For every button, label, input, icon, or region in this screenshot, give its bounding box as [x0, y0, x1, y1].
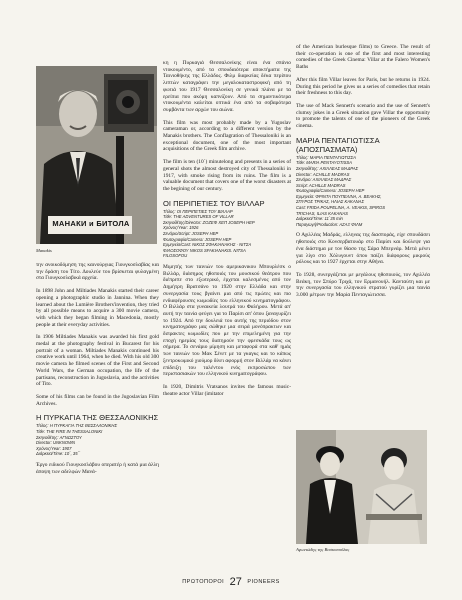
credit-line: Χρόνος/Year: 1907: [36, 445, 72, 451]
film-still-photo: [296, 430, 427, 544]
credit-line: Φωτογραφία/Camera: JOSEPH HEP: [163, 236, 232, 242]
credit-line: Σκηνοθέτης: ΑΓΝΩΣΤΟΥ: [36, 434, 82, 440]
credit-line: Director: UNKNOWN: [36, 440, 76, 446]
col2-paragraph-1: κη η Πυρκαγιά Θεσσαλονίκης είναι ένα σπάνιο ντοκουμέντο, από τα σπουδαιότερα αποκτήματα της Ταινιοθήκης της Ελλάδος. Φιλμ διαρκείας δέκα περίπου λεπτών καταγράφει την μεγαλοκαταστροφική από τη φωτιά του 1917 Θεσσαλονίκη σε γενικά πλάνα με τα ερείπια που ακόμη καπνίζουν. Από τα σημαντικότερα ντοκουμέντα καλείται οπτικά ένα από τα σοβαρότερα συμβάντα των αρχών του αιώνα.: [163, 60, 291, 113]
manakis-photo-image: [36, 66, 157, 244]
col3-paragraph-4: Ο Αχιλλέας Μαδράς, ελληνας της διασποράς, είχε σπουδάσει ηθοποιός στο Κονσερβατουάρ στο Παρίσι και δούλεψε για ένα διάστημα με τον θίασο της Σάρα Μπερνάρ. Μετά μένει για λίγο στο Χόλυγουντ όπου παίζει διάφορους μικρούς ρόλους και το 1927 έρχεται στην Αθήνα.: [296, 232, 430, 266]
col2-paragraph-2: This film was most probably made by a Yugoslav cameraman or, according to a different version by the Manakis brothers. The Conflagration of Thessaloniki is an exceptional document, one of the most important acquisitions of the Greek film archive.: [163, 119, 291, 153]
credit-line: Διάρκεια/Time: 10΄, 35΄΄: [36, 451, 81, 457]
footer-label-english: PIONEERS: [247, 578, 280, 585]
credit-line: Title: THE FIRE IN THESSALONIKI: [36, 428, 103, 434]
column-3: [296, 44, 430, 305]
credit-line: Τίτλος: ΟΙ ΠΕΡΙΠΕΤΙΕΣ ΤΟΥ ΒΙΛΛΑΡ: [163, 208, 233, 214]
credit-line: ΣΠΥΡΟΣ ΤΡΙΚΑΣ, ΗΛΙΑΣ ΚΑΚΑΝΑΣ: [296, 199, 364, 205]
col2-paragraph-4: Μιμητής των ταινιών του αμερικανικου Μπουρλέσκ ο Βιλλάρ, διάσημος ηθοποιός του μουσικού θεάτρου που διέπρεπε στο εξωτερικό, έρχεται καλεσμένος από τον Δημήτρη Βρατσάνο το 1920 στην Ελλάδα και στην συνεργασία τους βγαίνει μια από τις πρώτες και πιο ενδιαφέρουσες κωμωδίες του ελληνικού κινηματογράφου. Ο Βιλλάρ στα γυναικεία λουτρά του Φαλήρου. Μετά απ' αυτή την ταινία φεύγει για το Παρίσι απ' όπου ξαναγυρίζει το 1924. Από την δουλειά του αυτής της περιόδου στον κινηματογράφο μας σώθηκε μια σειρά μονόπρακτων και διπρακτες κωμωδίες που με την επιμελημένη για την εποχή ηρεμίας τους διατηρούν την φρεσκάδα τους ως σήμερα. Το σενάριο μίμηση και μεταφορά στα καθ' ημάς των ταινιών του Μακ Σένετ με τα γκαγκς και το κάπως ξεντροκωμικό χιούμορ δίνει αφορμή στον Βιλλάρ να κάνει επίδειξη του ταλέντου ενός εκπροσώπου των περιστασιακών του ελληνικού κινηματογράφου.: [163, 264, 291, 378]
col1-paragraph-4: Some of his films can be found in the Jugoslavian Film Archives.: [36, 393, 159, 407]
credit-line: Σενάριο: ΑΧΙΛΛΕΑΣ ΜΑΔΡΑΣ: [296, 177, 352, 183]
column-1: [36, 262, 159, 481]
manakis-caption: Manakis: [36, 248, 52, 253]
col2-paragraph-3: The film is ten (10΄) minutelong and presents in a series of general shots the almost destroyed city of Thessaloniki in 1917, with smoke rising from its ruins. The film is a valuable document that covers one of the worst disasters at the begining of our century.: [163, 159, 291, 192]
page-number: 27: [229, 575, 242, 588]
col2-paragraph-5: In 1920, Dimitris Vratsanos invites the famous music-theatre actor Villar (imitator: [163, 383, 291, 397]
col1-paragraph-2: In 1898 John and Miltiades Manakis started their career opening a photographic studio in Jannina. When they learned about the Lumière Brothers'invention, they tried by all possible means to acquire a 300 movie camera, with which they began filming in Macedonia, mostly people at their everyday activities.: [36, 288, 159, 328]
footer-label-greek: ΠΡΩΤΟΠΟΡΟΙ: [182, 578, 225, 585]
col3-paragraph-5: Το 1928, συνεργάζεται με μεγάλους ηθοποιούς, τον Αχιλλέα Βεάκη, τον Σπύρο Τριχά, τον Ερμανουήλ. Κανταύτη και με την συνεργασία του ελληνικού στρατού γυρίζει μια ταινία 3.000 μέτρων την Μαρία Πενταγιώτισσα.: [296, 271, 430, 299]
col3-paragraph-1: of the American burlesque films) to Greece. The result of their co-operation is one of the first and most interesting comedies of the Greek Cinema: Villar at the Falero Women's Baths: [296, 44, 430, 71]
film-credits-fire: [36, 423, 159, 457]
credit-line: Script: ACHILLE MADRAS: [296, 182, 346, 188]
credit-line: ΦΙΛΟΣΟΦΟΥ NIKOS SFAKIANAKIS. NITSA: [163, 247, 246, 253]
film-credits-maria: [296, 155, 430, 228]
film-still-image: [296, 430, 427, 544]
credit-line: Cast: FRIDA POUPELINA, A. VEAKIS, SPIROS: [296, 205, 386, 211]
manakis-photo: [36, 66, 157, 244]
credit-line: Director: ACHILLE MADRAS: [296, 171, 350, 177]
credit-line: Ερμηνεία/Cast: ΝΙΚΟΣ ΣΦΑΚΙΑΝΑΚΗΣ · ΝΙΤΣΑ: [163, 242, 252, 248]
credit-line: Χρόνος/Year: 1926: [163, 225, 199, 231]
page-footer: [0, 573, 462, 591]
film-still-caption: Αγωνιώδης της Βοσκοπούλας: [296, 547, 350, 552]
credit-line: Τίτλος: ΜΑΡΙΑ ΠΕΝΤΑΓΙΩΤΙΣΣΑ: [296, 154, 356, 160]
column-2: [163, 60, 291, 403]
credit-line: Ερμηνεία: ΦΡΙΝΤΑ ΠΟΥΠΕΛΙΝΑ, Α. ΒΕΑΚΗΣ,: [296, 193, 382, 199]
col3-paragraph-2: After this film Villar leaves for Paris, but he returns in 1924. During this period he gives us a series of comedies that retain their freshness to this day.: [296, 76, 430, 97]
col3-paragraph-3: The use of Mack Sennett's scenario and the use of Sennett's clumsy jokes in a Greek situation gave Villar the opportunity to promote the talents of one of the pioneers of the Greek cinema.: [296, 102, 430, 130]
col1-paragraph-1: την ανοικοδόμηση της καινούργιας Γιουγκοσλαβίας και την δράση του Τίτο. Δουλεύε του βρίσκεται φυλαγμένη στα Γιουγκοσλαβικά αρχεία.: [36, 262, 159, 282]
section-heading-villar: ΟΙ ΠΕΡΙΠΕΤΙΕΣ ΤΟΥ ΒΙΛΛΑΡ: [163, 198, 265, 208]
credit-line: Σκηνοθέτης: ΑΧΙΛΛΕΑΣ ΜΑΔΡΑΣ: [296, 165, 359, 171]
col1-paragraph-5: Έργο ειδικού Γιουγκοσλάβου οπερατέρ ή κατά μια άλλη άποψη των αδελφών Μανά-: [36, 461, 159, 475]
manakis-sign-text: МАНАКИ и БИТОЛА: [52, 219, 130, 228]
credit-line: Παραγωγή/Production: AZAΞ ΦΙΛΜ: [296, 221, 363, 227]
credit-line: FILOSOFOU: [163, 253, 188, 259]
film-credits-villar: [163, 209, 291, 259]
credit-line: Φωτογραφία/Camera: JOSEPH HEP: [296, 188, 365, 194]
credit-line: Σκηνοθέτης/Director: ΖΟΖΕΦ ΧΕΠ JOSEPH HEP: [163, 219, 255, 225]
credit-line: Title: MARIA PENTAYOTISSA: [296, 160, 352, 166]
credit-line: Διάρκεια/Time: 11΄35 min: [296, 216, 343, 222]
credit-line: TRICHAS, ILIAS KAKANAS: [296, 210, 348, 216]
credit-line: Τίτλος: Η ΠΥΡΚΑΓΙΑ ΤΗΣ ΘΕΣΣΑΛΟΝΙΚΗΣ: [36, 423, 117, 429]
section-heading-fire: Η ΠΥΡΚΑΓΙΑ ΤΗΣ ΘΕΣΣΑΛΟΝΙΚΗΣ: [36, 413, 159, 423]
col1-paragraph-3: In 1906 Miltiades Manakis was awarded his first gold medal at the photography festival in Bucarest for his portrait of a woman. Miltiades Manakis continued his creative work until 1964, when he died. With his old 300 movie camera he filmed scenes of the First and Second World Wars, the German occupation, the life of the partisans, reconstruction in Jugoslavia, and the activities of Tito.: [36, 334, 159, 388]
credit-line: Title: THE ADVENTURES OF VILLAR: [163, 214, 234, 220]
section-heading-maria: ΜΑΡΙΑ ΠΕΝΤΑΓΙΩΤΙΣΣΑ (ΑΠΟΣΠΑΣΜΑΤΑ): [296, 135, 380, 154]
credit-line: Σενάριο/Script: JOSEPH HEP: [163, 231, 219, 237]
